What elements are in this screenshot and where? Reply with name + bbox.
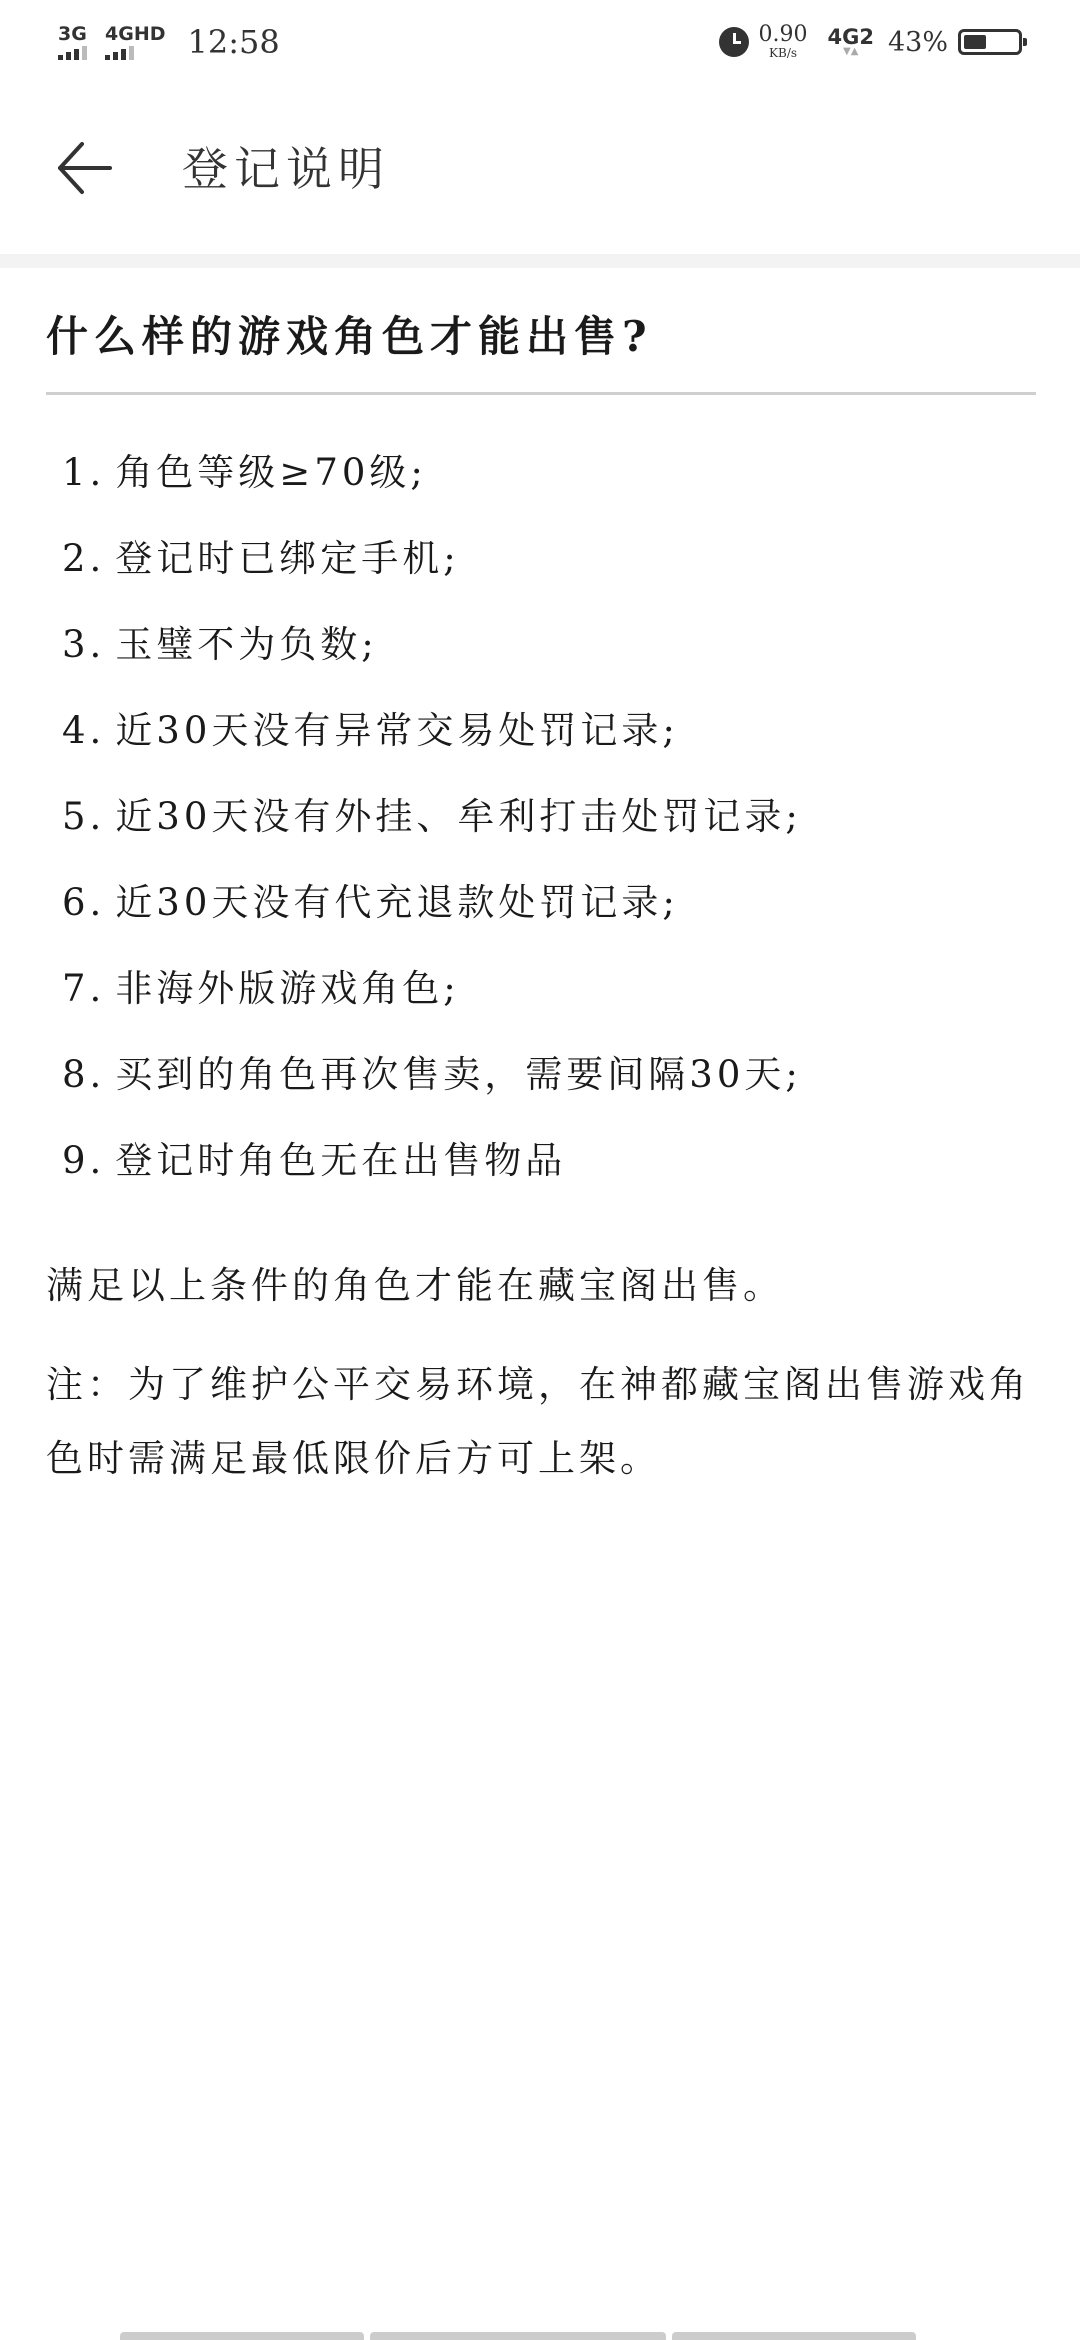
summary-text: 满足以上条件的角色才能在藏宝阁出售。 [46, 1264, 784, 1307]
list-item [62, 873, 802, 959]
app-header [0, 84, 1080, 254]
battery-icon [958, 29, 1022, 55]
list-item-number: 9. [62, 1139, 106, 1182]
network-speed [759, 24, 808, 60]
network-label-3g: 3G [58, 23, 87, 45]
battery-percent: 43% [887, 26, 948, 58]
list-item-text: 玉璧不为负数; [115, 623, 378, 666]
list-item [62, 1045, 802, 1131]
list-item-number: 3. [62, 623, 106, 666]
list-item [62, 959, 802, 1045]
list-item [62, 701, 802, 787]
list-item [62, 615, 802, 701]
list-item-number: 6. [62, 881, 106, 924]
network-label-4g2: 4G2 [827, 25, 874, 49]
list-item-text: 登记时角色无在出售物品 [115, 1139, 567, 1182]
section-title: 什么样的游戏角色才能出售? [46, 312, 653, 361]
status-right [719, 18, 1022, 66]
signal-bars-icon [105, 46, 134, 60]
list-item-text: 近30天没有外挂、牟利打击处罚记录; [115, 795, 802, 838]
note-text: 注：为了维护公平交易环境，在神都藏宝阁出售游戏角色时需满足最低限价后方可上架。 [46, 1363, 1030, 1480]
conditions-list [62, 443, 802, 1217]
list-item-text: 近30天没有异常交易处罚记录; [115, 709, 679, 752]
back-button[interactable] [50, 134, 118, 202]
page-title: 登记说明 [182, 142, 390, 196]
network-label-4ghd: 4GHD [105, 23, 166, 45]
alarm-icon [719, 27, 749, 57]
list-item-text: 买到的角色再次售卖，需要间隔30天; [115, 1053, 802, 1096]
data-arrows-icon: ▼▲ [843, 46, 859, 57]
list-item-text: 角色等级≥70级; [115, 451, 427, 494]
arrow-left-icon [50, 134, 118, 202]
gesture-bar [120, 2332, 916, 2340]
clock: 12:58 [187, 23, 280, 61]
list-item-text: 非海外版游戏角色; [115, 967, 460, 1010]
speed-unit: KB/s [769, 46, 798, 60]
list-item-number: 4. [62, 709, 106, 752]
list-item-text: 近30天没有代充退款处罚记录; [115, 881, 679, 924]
status-bar [0, 0, 1080, 84]
status-left [58, 18, 280, 66]
divider [46, 392, 1036, 395]
list-item [62, 443, 802, 529]
signal-4g2 [828, 27, 874, 57]
signal-4ghd [105, 24, 166, 60]
list-item-number: 1. [62, 451, 106, 494]
list-item-text: 登记时已绑定手机; [115, 537, 460, 580]
section-separator [0, 254, 1080, 268]
list-item [62, 1131, 802, 1217]
list-item [62, 787, 802, 873]
speed-value: 0.90 [758, 22, 808, 47]
list-item-number: 8. [62, 1053, 106, 1096]
list-item-number: 7. [62, 967, 106, 1010]
list-item-number: 5. [62, 795, 106, 838]
signal-3g [58, 24, 87, 60]
list-item [62, 529, 802, 615]
battery-fill [964, 35, 986, 49]
signal-bars-icon [58, 46, 87, 60]
list-item-number: 2. [62, 537, 106, 580]
